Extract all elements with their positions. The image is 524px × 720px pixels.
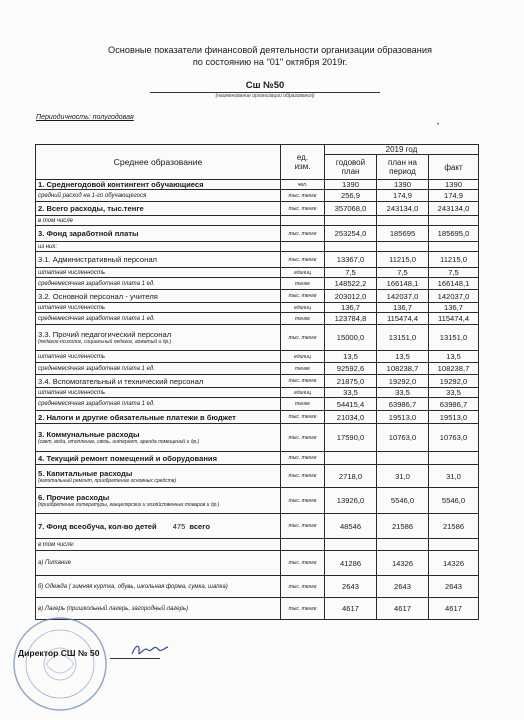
header-plan-line1: годовой — [335, 158, 366, 167]
row-unit: тыс. тенге — [281, 452, 325, 465]
row-unit — [281, 539, 325, 551]
row-unit: единиц — [281, 388, 325, 398]
table-row — [36, 514, 479, 539]
row-name — [36, 465, 281, 488]
row-plan-value: 4617 — [325, 598, 377, 620]
row-plan-value: 15000,0 — [325, 325, 377, 351]
row-name — [36, 363, 281, 375]
row-name-text: штатная численность — [38, 389, 106, 396]
row-plan-value: 21034,0 — [325, 411, 377, 424]
table-row — [36, 375, 479, 388]
row-unit: тыс. тенге — [281, 465, 325, 488]
table-row — [36, 226, 479, 242]
header-period-line2: период — [389, 167, 416, 176]
table-row — [36, 278, 479, 290]
row-plan-value: 92592,6 — [325, 363, 377, 375]
margin-mark: • — [437, 122, 440, 128]
row-plan-value: 148522,2 — [325, 278, 377, 290]
row-name-text: 1. Среднегодовой контингент обучающиеся — [38, 180, 204, 189]
row-period-value: 243134,0 — [377, 202, 429, 216]
row-unit: тыс. тенге — [281, 424, 325, 452]
row-period-value: 142037,0 — [377, 290, 429, 303]
row-period-value — [377, 539, 429, 551]
row-plan-value: 256,9 — [325, 190, 377, 202]
header-unit — [281, 145, 325, 180]
row-plan-value: 2718,0 — [325, 465, 377, 488]
row-subtitle: (свет, вода, отопление, связь, интернет, аренда помещений и др.) — [38, 439, 200, 445]
row-fact-value — [429, 242, 479, 252]
table-row — [36, 363, 479, 375]
table-row — [36, 398, 479, 411]
row-plan-value: 136,7 — [325, 303, 377, 313]
row-name-text: 4. Текущий ремонт помещений и оборудования — [38, 453, 218, 463]
row-name — [36, 190, 281, 202]
row-fact-value: 185695,0 — [429, 226, 479, 242]
row-name — [36, 388, 281, 398]
row-name-text: 3.3. Прочий педагогический персонал — [38, 330, 172, 339]
children-count: 475 — [172, 521, 186, 531]
row-name-text: 5. Капитальные расходы — [38, 468, 133, 478]
row-plan-value: 2643 — [325, 576, 377, 598]
row-plan-value: 54415,4 — [325, 398, 377, 411]
row-fact-value: 13,5 — [429, 351, 479, 363]
row-unit: тыс. тенге — [281, 514, 325, 539]
row-unit: тенге — [281, 313, 325, 325]
row-name-text: 7. Фонд всеобуча, кол-во детей — [38, 521, 157, 531]
row-name — [36, 202, 281, 216]
title-line-2: по состоянию на "01" октября 2019г. — [192, 57, 348, 67]
row-name — [36, 290, 281, 303]
row-unit: тыс. тенге — [281, 290, 325, 303]
row-period-value: 10763,0 — [377, 424, 429, 452]
row-fact-value — [429, 216, 479, 226]
table-row — [36, 252, 479, 268]
row-unit: единиц — [281, 303, 325, 313]
row-fact-value: 108238,7 — [429, 363, 479, 375]
row-name — [36, 551, 281, 576]
row-period-value: 19292,0 — [377, 375, 429, 388]
row-plan-value — [325, 539, 377, 551]
row-fact-value: 19513,0 — [429, 411, 479, 424]
row-name — [36, 268, 281, 278]
row-name — [36, 424, 281, 452]
header-fact: факт — [429, 155, 479, 180]
row-unit: тыс. тенге — [281, 576, 325, 598]
table-row — [36, 242, 479, 252]
row-fact-value: 4617 — [429, 598, 479, 620]
table-row — [36, 216, 479, 226]
row-plan-value — [325, 452, 377, 465]
row-period-value — [377, 452, 429, 465]
row-period-value: 13,5 — [377, 351, 429, 363]
row-plan-value: 357068,0 — [325, 202, 377, 216]
director-signature — [130, 640, 170, 660]
header-year: 2019 год — [325, 145, 479, 155]
row-name — [36, 278, 281, 290]
row-period-value: 108238,7 — [377, 363, 429, 375]
row-name-text: в) Лагерь (пришкольный лагерь, загородный лагерь) — [38, 605, 189, 612]
table-row — [36, 576, 479, 598]
row-unit — [281, 242, 325, 252]
row-fact-value: 1390 — [429, 180, 479, 190]
header-unit-line2: изм. — [294, 162, 311, 171]
row-period-value — [377, 242, 429, 252]
row-plan-value: 21875,0 — [325, 375, 377, 388]
table-row — [36, 465, 479, 488]
row-unit: тенге — [281, 363, 325, 375]
row-period-value: 174,9 — [377, 190, 429, 202]
row-unit: тыс. тенге — [281, 190, 325, 202]
row-fact-value: 19292,0 — [429, 375, 479, 388]
row-period-value: 13151,0 — [377, 325, 429, 351]
row-name — [36, 514, 281, 539]
row-name — [36, 375, 281, 388]
row-unit: единиц — [281, 268, 325, 278]
row-period-value: 166148,1 — [377, 278, 429, 290]
row-plan-value: 203012,0 — [325, 290, 377, 303]
row-name — [36, 398, 281, 411]
row-fact-value: 243134,0 — [429, 202, 479, 216]
row-plan-value: 33,5 — [325, 388, 377, 398]
row-period-value: 14326 — [377, 551, 429, 576]
row-fact-value: 174,9 — [429, 190, 479, 202]
row-fact-value — [429, 452, 479, 465]
row-unit: тыс. тенге — [281, 325, 325, 351]
row-subtitle: (капитальный ремонт, приобретение основных средств) — [38, 477, 177, 484]
row-name — [36, 539, 281, 551]
title-line-1: Основные показатели финансовой деятельности организации образования — [108, 45, 432, 55]
row-unit: тыс. тенге — [281, 488, 325, 514]
row-plan-value: 13,5 — [325, 351, 377, 363]
row-fact-value: 33,5 — [429, 388, 479, 398]
row-name-text: 3.4. Вспомогательный и технический персонал — [38, 376, 204, 386]
row-name-text: 6. Прочие расходы — [38, 493, 110, 502]
row-name-text: 2. Налоги и другие обязательные платежи в бюджет — [38, 412, 236, 422]
row-name — [36, 216, 281, 226]
row-name — [36, 303, 281, 313]
table-row — [36, 452, 479, 465]
row-name-text: штатная численность — [38, 304, 106, 311]
row-plan-value — [325, 216, 377, 226]
row-period-value: 33,5 — [377, 388, 429, 398]
row-unit: единиц — [281, 351, 325, 363]
official-seal — [2, 602, 122, 720]
row-name — [36, 411, 281, 424]
row-period-value — [377, 216, 429, 226]
header-plan — [325, 155, 377, 180]
director-label: Директор СШ № 50 — [18, 648, 100, 658]
row-unit: тыс. тенге — [281, 551, 325, 576]
row-fact-value: 63986,7 — [429, 398, 479, 411]
row-fact-value — [429, 539, 479, 551]
row-period-value: 19513,0 — [377, 411, 429, 424]
row-name-text: 3.2. Основной персонал - учителя — [38, 291, 158, 301]
row-fact-value: 7,5 — [429, 268, 479, 278]
row-unit: тыс. тенге — [281, 226, 325, 242]
row-plan-value: 1390 — [325, 180, 377, 190]
row-period-value: 136,7 — [377, 303, 429, 313]
row-unit: тыс. тенге — [281, 411, 325, 424]
row-period-value: 115474,4 — [377, 313, 429, 325]
table-row — [36, 488, 479, 514]
row-unit: тыс. тенге — [281, 375, 325, 388]
row-unit — [281, 216, 325, 226]
row-period-value: 7,5 — [377, 268, 429, 278]
row-fact-value: 13151,0 — [429, 325, 479, 351]
table-row — [36, 551, 479, 576]
row-period-value: 5546,0 — [377, 488, 429, 514]
table-row — [36, 202, 479, 216]
table-row — [36, 303, 479, 313]
row-unit: чел. — [281, 180, 325, 190]
table-row — [36, 424, 479, 452]
row-plan-value: 41286 — [325, 551, 377, 576]
header-unit-line1: ед. — [296, 153, 309, 162]
row-plan-value: 48546 — [325, 514, 377, 539]
header-period-line1: план на — [388, 158, 417, 167]
table-row — [36, 411, 479, 424]
row-period-value: 185695 — [377, 226, 429, 242]
table-row — [36, 325, 479, 351]
row-subtitle: (педагог-психолог, социальный педагог, вожатый и др.) — [38, 339, 172, 345]
row-plan-value: 253254,0 — [325, 226, 377, 242]
row-name-text: 3. Коммунальные расходы — [38, 430, 140, 439]
row-plan-value: 13926,0 — [325, 488, 377, 514]
row-name — [36, 325, 281, 351]
row-name-text: 2. Всего расходы, тыс.тенге — [38, 204, 144, 213]
row-period-value: 4617 — [377, 598, 429, 620]
row-name-text: средний расход на 1-го обучающегося — [38, 192, 147, 199]
row-fact-value: 5546,0 — [429, 488, 479, 514]
row-unit: тыс. тенге — [281, 598, 325, 620]
row-name-text: 3.1. Административный персонал — [38, 255, 157, 264]
row-name-text: в том числе: — [38, 541, 75, 548]
row-plan-value: 7,5 — [325, 268, 377, 278]
row-name — [36, 226, 281, 242]
row-fact-value: 136,7 — [429, 303, 479, 313]
row-unit: тыс. тенге — [281, 202, 325, 216]
row-fact-value: 10763,0 — [429, 424, 479, 452]
row-fact-value: 21586 — [429, 514, 479, 539]
row-name — [36, 313, 281, 325]
row-name-text: из них: — [38, 243, 58, 250]
row-fact-value: 2643 — [429, 576, 479, 598]
header-plan-line2: план — [341, 167, 360, 176]
table-row — [36, 388, 479, 398]
row-name — [36, 180, 281, 190]
header-period — [377, 155, 429, 180]
table-row — [36, 180, 479, 190]
row-name-text: среднемесячная заработная плата 1 ед. — [38, 280, 155, 287]
row-unit: тыс. тенге — [281, 252, 325, 268]
table-row — [36, 351, 479, 363]
row-fact-value: 142037,0 — [429, 290, 479, 303]
finance-table — [35, 144, 479, 620]
row-name — [36, 576, 281, 598]
row-name-tail: всего — [189, 521, 210, 531]
row-plan-value: 17590,0 — [325, 424, 377, 452]
table-row — [36, 190, 479, 202]
row-fact-value: 166148,1 — [429, 278, 479, 290]
row-name-text: штатная численность — [38, 353, 106, 360]
row-unit: тенге — [281, 398, 325, 411]
row-name — [36, 252, 281, 268]
row-name-text: 3. Фонд заработной платы — [38, 229, 139, 238]
row-period-value: 21586 — [377, 514, 429, 539]
row-name-text: б) Одежда ( зимняя куртка, обувь, школьная форма, сумка, шапка) — [38, 583, 228, 590]
row-period-value: 1390 — [377, 180, 429, 190]
table-row — [36, 268, 479, 278]
row-name — [36, 242, 281, 252]
periodicity: Периодичность: полугодовая — [36, 114, 134, 121]
row-plan-value — [325, 242, 377, 252]
row-name-text: а) Питание — [38, 560, 71, 566]
header-name: Среднее образование — [36, 145, 281, 180]
row-name — [36, 351, 281, 363]
row-unit: тенге — [281, 278, 325, 290]
row-period-value: 31,0 — [377, 465, 429, 488]
row-fact-value: 115474,4 — [429, 313, 479, 325]
row-subtitle: (приобретение литературы, канцелярских и хозяйственных товаров и др.) — [38, 502, 220, 508]
row-name-text: среднемесячная заработная плата 1 ед. — [38, 365, 155, 372]
row-fact-value: 14326 — [429, 551, 479, 576]
document-title — [60, 44, 480, 68]
row-period-value: 63986,7 — [377, 398, 429, 411]
row-period-value: 11215,0 — [377, 252, 429, 268]
row-plan-value: 123784,8 — [325, 313, 377, 325]
table-row — [36, 539, 479, 551]
org-name: Сш №50 — [245, 80, 285, 91]
row-fact-value: 31,0 — [429, 465, 479, 488]
table-row — [36, 313, 479, 325]
row-name — [36, 452, 281, 465]
row-name-text: штатная численность — [38, 269, 106, 276]
org-caption: (наименование организации образования) — [215, 93, 315, 99]
row-name-text: среднемесячная заработная плата 1 ед. — [38, 401, 155, 407]
row-name-text: в том числе — [38, 217, 74, 224]
row-name — [36, 488, 281, 514]
table-row — [36, 290, 479, 303]
row-period-value: 2643 — [377, 576, 429, 598]
row-name-text: среднемесячная заработная плата 1 ед. — [38, 315, 155, 322]
row-plan-value: 13367,0 — [325, 252, 377, 268]
row-fact-value: 11215,0 — [429, 252, 479, 268]
